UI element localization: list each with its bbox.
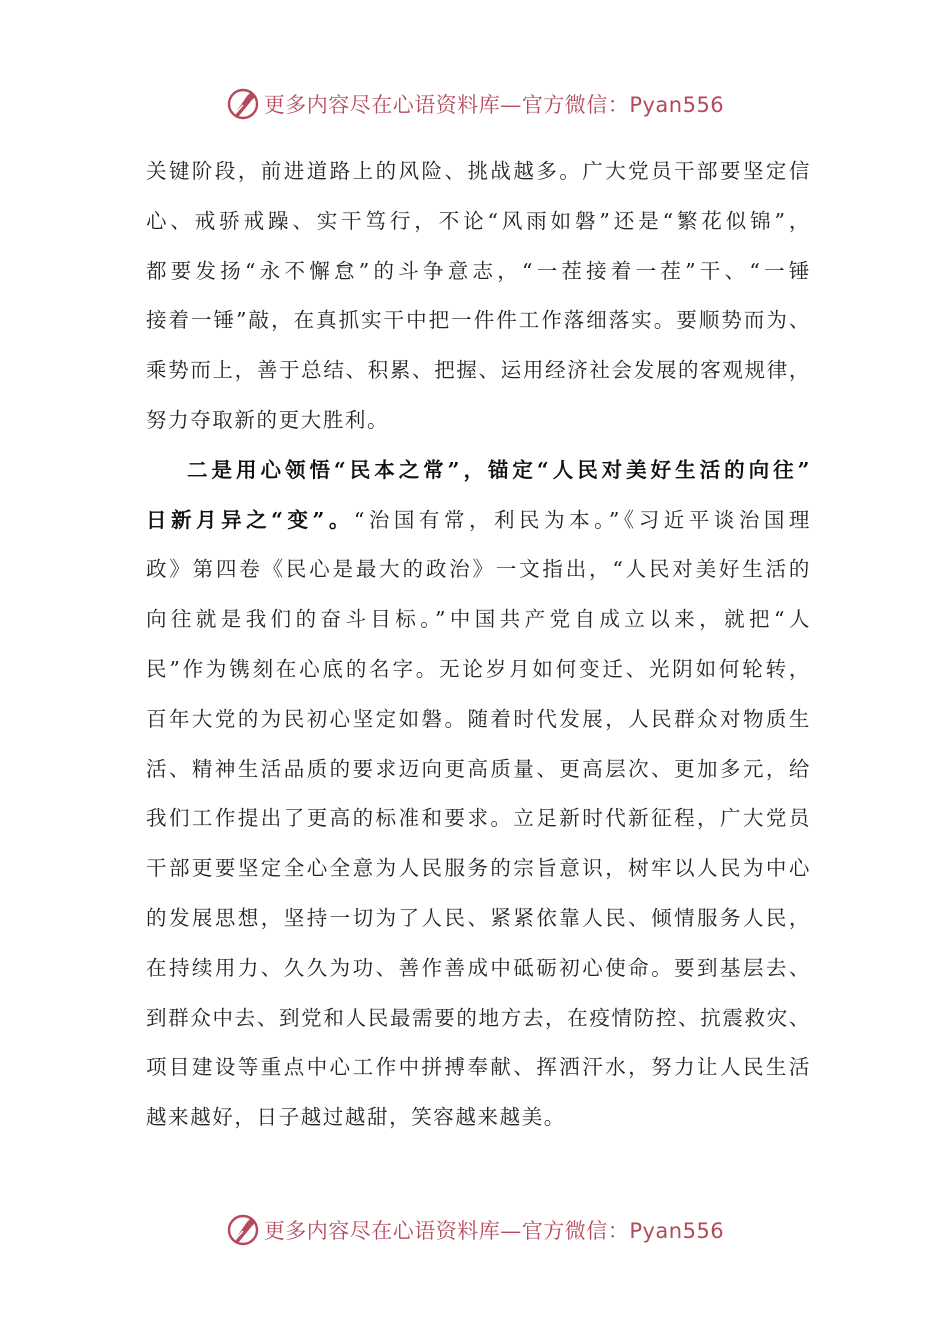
section-heading-end: 日新月异之“变”。 [146,507,354,532]
pen-nib-circle-icon [226,1213,260,1247]
text-line: 项目建设等重点中心工作中拼搏奉献、挥洒汗水，努力让人民生活 [146,1055,811,1080]
header-watermark-banner [0,84,950,124]
pen-nib-circle-icon [226,87,260,121]
text-line: 民”作为镌刻在心底的名字。无论岁月如何变迁、光阴如何轮转， [146,656,811,681]
banner-wechat-label: 官方微信： [521,1219,630,1243]
banner-wechat-id: Pyan556 [629,1219,725,1243]
text-fragment: “治国有常，利民为本。”《习近平谈治国理 [353,507,811,532]
text-line-mixed [146,496,811,546]
text-line: 在持续用力、久久为功、善作善成中砥砺初心使命。要到基层去、 [146,955,811,980]
text-line: 越来越好，日子越过越甜，笑容越来越美。 [146,1105,566,1130]
text-line: 乘势而上，善于总结、积累、把握、运用经济社会发展的客观规律， [146,358,811,383]
footer-watermark-banner [0,1210,950,1250]
text-line: 政》第四卷《民心是最大的政治》一文指出，“人民对美好生活的 [146,557,811,582]
section-heading-line: 二是用心领悟“民本之常”，锚定“人民对美好生活的向往” [187,457,811,482]
text-line: 百年大党的为民初心坚定如磐。随着时代发展，人民群众对物质生 [146,706,811,731]
banner-promo-text: 更多内容尽在心语资料库— [263,93,522,117]
text-line: 心、戒骄戒躁、实干笃行，不论“风雨如磐”还是“繁花似锦”， [146,208,811,233]
banner-wechat-label: 官方微信： [521,93,630,117]
banner-text [264,89,724,119]
text-line: 到群众中去、到党和人民最需要的地方去，在疫情防控、抗震救灾、 [146,1005,811,1030]
text-line: 干部更要坚定全心全意为人民服务的宗旨意识，树牢以人民为中心 [146,856,811,881]
text-line: 活、精神生活品质的要求迈向更高质量、更高层次、更加多元，给 [146,756,811,781]
document-body [146,147,811,1143]
text-line: 的发展思想，坚持一切为了人民、紧紧依靠人民、倾情服务人民， [146,905,811,930]
text-line: 接着一锤”敲，在真抓实干中把一件件工作落细落实。要顺势而为、 [146,308,811,333]
banner-wechat-id: Pyan556 [629,93,725,117]
banner-text [264,1215,724,1245]
text-line: 我们工作提出了更高的标准和要求。立足新时代新征程，广大党员 [146,806,811,831]
text-line: 向往就是我们的奋斗目标。”中国共产党自成立以来，就把“人 [146,607,811,632]
text-line: 都要发扬“永不懈怠”的斗争意志，“一茬接着一茬”干、“一锤 [146,258,811,283]
banner-promo-text: 更多内容尽在心语资料库— [263,1219,522,1243]
text-line: 关键阶段，前进道路上的风险、挑战越多。广大党员干部要坚定信 [146,159,811,183]
text-line: 努力夺取新的更大胜利。 [146,407,390,432]
